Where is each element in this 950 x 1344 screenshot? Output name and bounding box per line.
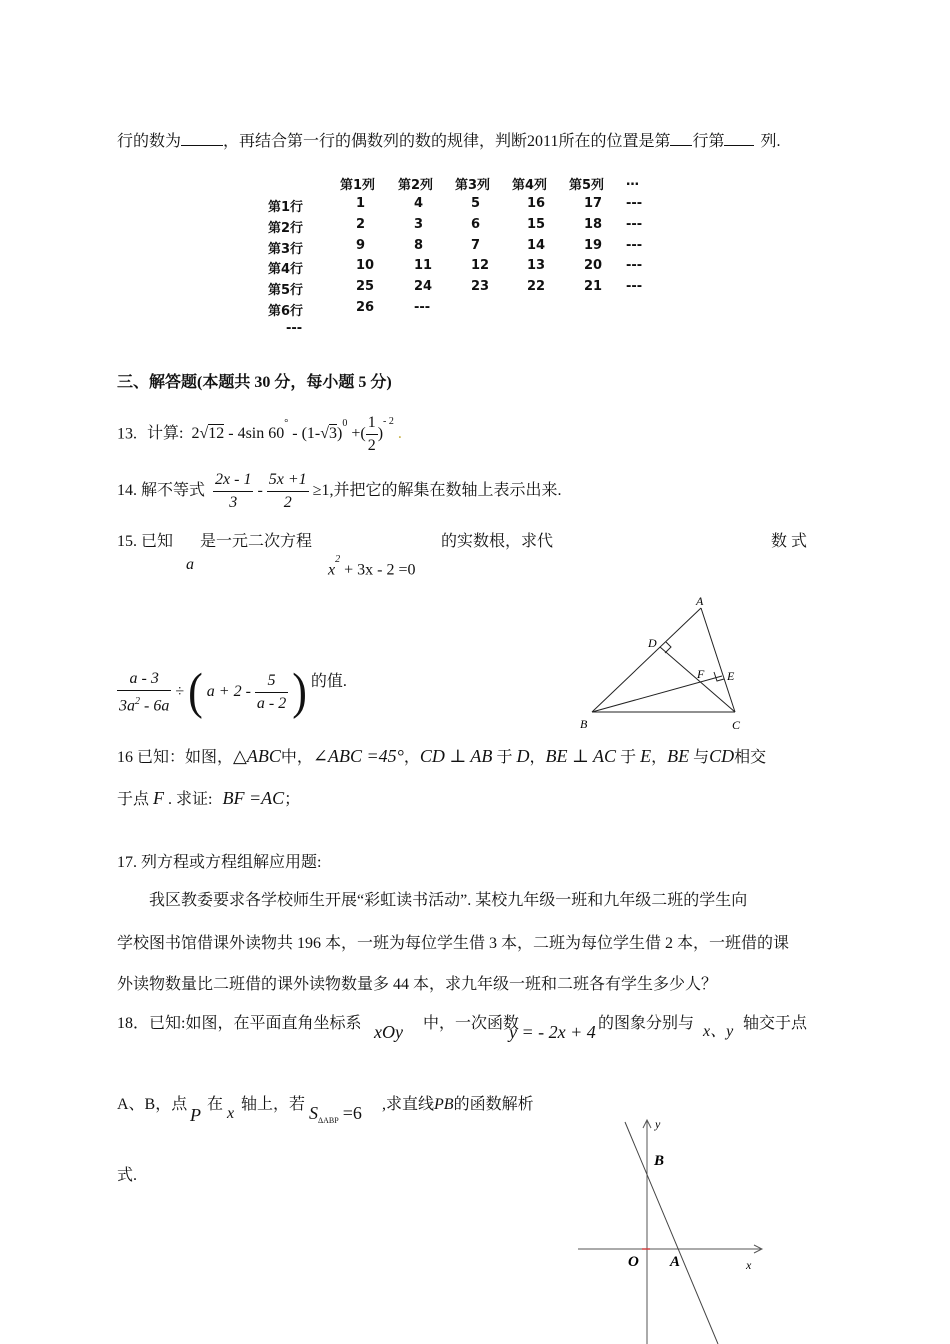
fraction xyxy=(213,469,253,514)
q13-label: 计算: xyxy=(147,425,184,443)
row-label: 第1行 xyxy=(268,200,304,215)
q16-math: E xyxy=(640,746,652,766)
q18-text: 18．已知:如图，在平面直角坐标系 xyxy=(117,1015,362,1032)
q15-text: 15. 已知 xyxy=(117,533,174,550)
q16-text: 于 xyxy=(620,749,637,766)
label-a: A xyxy=(670,1254,681,1270)
q18-math: xOy xyxy=(374,1022,403,1042)
triangle-figure xyxy=(578,592,748,732)
fraction xyxy=(117,668,171,717)
table-cell: 24 xyxy=(414,279,433,294)
q16-text: ， xyxy=(651,749,668,766)
q18-text: 的图象分别与 xyxy=(598,1015,695,1032)
q16-line1 xyxy=(117,744,766,767)
q18-line3: 式. xyxy=(117,1167,138,1184)
fraction xyxy=(267,469,309,514)
q16-math: CD xyxy=(709,746,735,766)
row-label: 第5行 xyxy=(268,283,304,298)
row-label: 第2行 xyxy=(268,221,304,236)
answer-blank-3 xyxy=(724,131,754,146)
q16-math: ∠ABC =45° xyxy=(312,746,404,766)
denominator: 2 xyxy=(283,493,292,511)
label-d: D xyxy=(648,636,657,650)
table-cell: --- xyxy=(626,196,643,211)
row-label: 第4行 xyxy=(268,262,304,277)
q15-equation xyxy=(328,554,416,579)
numerator: 5x +1 xyxy=(267,469,309,492)
table-cell: 12 xyxy=(471,258,490,273)
table-cell: --- xyxy=(626,279,643,294)
label-c: C xyxy=(732,718,741,732)
q16-math: BE ⊥ AC xyxy=(545,746,617,766)
q17-paragraph-3: 外读物数量比二班借的课外读物数量多 44 本，求九年级一班和二班各有学生多少人？ xyxy=(117,976,718,993)
q18-text: 在 xyxy=(207,1096,224,1113)
table-cell: 18 xyxy=(584,217,603,232)
q15-text: 数 式 xyxy=(770,533,807,550)
denominator: 2 xyxy=(367,437,376,455)
q16-text: ， xyxy=(403,749,420,766)
table-cell: 5 xyxy=(471,196,481,211)
table-cell: 26 xyxy=(356,300,375,315)
coordinate-graph xyxy=(570,1112,770,1344)
q14-prefix: 14. 解不等式 xyxy=(117,482,206,499)
row-label: 第6行 xyxy=(268,304,304,319)
den-rest: - 6a xyxy=(144,696,170,714)
coef: 2 xyxy=(191,425,200,443)
table-cell: 6 xyxy=(471,217,481,232)
label-f: F xyxy=(697,667,705,681)
label-b: B xyxy=(580,717,588,731)
sqrt-sign: √ xyxy=(320,425,329,443)
table-cell: 16 xyxy=(527,196,546,211)
numerator: 1 xyxy=(366,412,378,435)
q16-math: △ABC xyxy=(233,746,281,766)
q12-text-a: 行的数为 xyxy=(117,133,182,150)
right-angle-d xyxy=(665,642,671,653)
exponent: - 2 xyxy=(383,416,394,427)
answer-blank-1 xyxy=(181,131,223,146)
q18-text: 中，一次函数 xyxy=(423,1015,520,1032)
q18-math: x、y xyxy=(703,1023,734,1040)
table-cell: 13 xyxy=(527,258,546,273)
exponent: 0 xyxy=(342,418,348,429)
q18-math: P xyxy=(190,1105,201,1125)
q17-title: 17. 列方程或方程组解应用题: xyxy=(117,854,322,871)
q18-text: A、B，点 xyxy=(117,1096,188,1113)
table-cell: 14 xyxy=(527,238,546,253)
q16-text: 相交 xyxy=(734,749,767,766)
table-cell: 25 xyxy=(356,279,375,294)
col-header: … xyxy=(626,174,639,189)
q18-text: 的函数解析 xyxy=(453,1096,534,1113)
denominator: a - 2 xyxy=(256,694,287,712)
q16-line2 xyxy=(117,786,300,809)
term: - (1- xyxy=(292,425,321,443)
q15-suffix: 的值. xyxy=(310,673,347,691)
q16-text: 16 已知：如图， xyxy=(117,749,234,766)
q16-math: CD ⊥ AB xyxy=(419,746,493,766)
table-cell: 22 xyxy=(527,279,546,294)
table-cell: 2 xyxy=(356,217,366,232)
table-cell: 21 xyxy=(584,279,603,294)
q14 xyxy=(117,466,561,516)
left-paren: ( xyxy=(188,663,203,720)
area-s: S xyxy=(309,1103,318,1123)
table-cell: 8 xyxy=(414,238,424,253)
numerator: a - 3 xyxy=(117,668,171,691)
table-cell: 4 xyxy=(414,196,424,211)
q12-tail xyxy=(117,128,780,151)
col-header: 第1列 xyxy=(340,178,376,193)
col-header: 第3列 xyxy=(455,178,491,193)
table-cell: --- xyxy=(626,258,643,273)
label-a: A xyxy=(696,594,704,608)
numerator: 5 xyxy=(255,670,288,693)
close-paren: ) xyxy=(337,425,343,443)
label-b: B xyxy=(654,1153,665,1169)
mid-term: a + 2 - xyxy=(206,683,251,700)
q13-number: 13. xyxy=(117,425,137,443)
q12-year: 2011 xyxy=(527,133,559,150)
q12-text-d: 行第 xyxy=(692,133,725,150)
label-o: O xyxy=(628,1254,639,1270)
q16-text: 于 xyxy=(496,749,513,766)
table-cell: 3 xyxy=(414,217,424,232)
col-header: 第4列 xyxy=(512,178,548,193)
q17-paragraph-1: 我区教委要求各学校师生开展“彩虹读书活动”. 某校九年级一班和九年级二班的学生向 xyxy=(149,892,748,909)
line-ab xyxy=(625,1122,718,1344)
table-cell: 9 xyxy=(356,238,366,253)
q17-paragraph-2: 学校图书馆借课外读物共 196 本，一班为每位学生借 3 本，二班为每位学生借 2 本，一班借的课 xyxy=(117,935,790,952)
table-ellipsis: --- xyxy=(286,321,303,336)
row-label: 第3行 xyxy=(268,242,304,257)
q15-text: 是一元二次方程 xyxy=(200,533,313,550)
label-e: E xyxy=(727,669,735,683)
table-cell: --- xyxy=(626,238,643,253)
col-header: 第5列 xyxy=(569,178,605,193)
table-cell: 17 xyxy=(584,196,603,211)
q15-text: 的实数根，求代 xyxy=(441,533,554,550)
q18-math: PB xyxy=(434,1096,454,1113)
q18-text: 轴上，若 xyxy=(241,1096,306,1113)
table-cell: --- xyxy=(414,300,431,315)
q15-line1 xyxy=(117,528,807,551)
q16-math: D xyxy=(516,746,530,766)
q18-area xyxy=(309,1103,362,1125)
sin-term: - 4sin 60 xyxy=(228,425,285,443)
q16-text: . 求证: xyxy=(168,791,213,808)
exponent: 2 xyxy=(335,554,341,565)
denominator xyxy=(117,691,171,717)
q15-variable: a xyxy=(186,556,194,573)
table-cell: 1 xyxy=(356,196,366,211)
q18-text: 轴交于点 xyxy=(742,1015,807,1032)
area-value: =6 xyxy=(342,1103,362,1123)
q16-math: BE xyxy=(667,746,690,766)
q16-text: 于点 xyxy=(117,791,150,808)
term: +( xyxy=(351,425,366,443)
table-cell: 20 xyxy=(584,258,603,273)
q16-math: BF =AC xyxy=(222,788,285,808)
q16-text: 中， xyxy=(280,749,313,766)
q14-suffix: ≥1,并把它的解集在数轴上表示出来. xyxy=(312,482,562,499)
right-paren: ) xyxy=(292,663,307,720)
den-a: 3a xyxy=(119,696,135,714)
period: . xyxy=(397,425,402,443)
q15-expression xyxy=(117,664,347,720)
area-subscript: ΔABP xyxy=(318,1116,339,1126)
denominator: 3 xyxy=(229,493,238,511)
table-cell: 23 xyxy=(471,279,490,294)
q18-rest xyxy=(382,1091,534,1114)
table-cell: 10 xyxy=(356,258,375,273)
q12-text-c: 所在的位置是第 xyxy=(558,133,671,150)
q16-text: ； xyxy=(284,791,301,808)
label-x: x xyxy=(746,1258,752,1272)
label-y: y xyxy=(655,1117,661,1131)
q16-text: 与 xyxy=(693,749,710,766)
table-cell: 11 xyxy=(414,258,433,273)
exponent: 2 xyxy=(135,695,140,707)
q13 xyxy=(117,406,402,454)
fraction xyxy=(255,670,288,715)
col-header: 第2列 xyxy=(398,178,434,193)
q12-text-b: ，再结合第一行的偶数列的数的规律，判断 xyxy=(223,133,528,150)
q18-line1 xyxy=(117,1010,807,1046)
fraction-half xyxy=(366,412,378,457)
radicand: 3 xyxy=(329,425,337,443)
numerator: 2x - 1 xyxy=(213,469,253,492)
q16-math: F xyxy=(153,788,165,808)
eq-x: x xyxy=(328,561,336,579)
q18-function: y = - 2x + 4 xyxy=(509,1022,596,1042)
q12-text-e: 列. xyxy=(760,133,781,150)
sqrt-sign: √ xyxy=(199,425,209,443)
q18-math: x xyxy=(227,1105,235,1122)
table-cell: 7 xyxy=(471,238,481,253)
table-cell: 19 xyxy=(584,238,603,253)
divide-sign: ÷ xyxy=(175,683,185,700)
table-cell: --- xyxy=(626,217,643,232)
radicand: 12 xyxy=(208,425,225,443)
eq-rest: + 3x - 2 =0 xyxy=(344,561,416,579)
answer-blank-2 xyxy=(670,131,692,146)
q18-text: ,求直线 xyxy=(382,1096,435,1113)
close-paren: ) xyxy=(377,425,384,443)
side-ac xyxy=(701,608,735,712)
minus-sign: - xyxy=(257,482,263,499)
table-cell: 15 xyxy=(527,217,546,232)
q16-text: ， xyxy=(529,749,546,766)
degree-mark: ° xyxy=(284,418,289,429)
section-heading: 三、解答题(本题共 30 分，每小题 5 分) xyxy=(117,374,392,391)
q13-expression xyxy=(191,414,402,455)
